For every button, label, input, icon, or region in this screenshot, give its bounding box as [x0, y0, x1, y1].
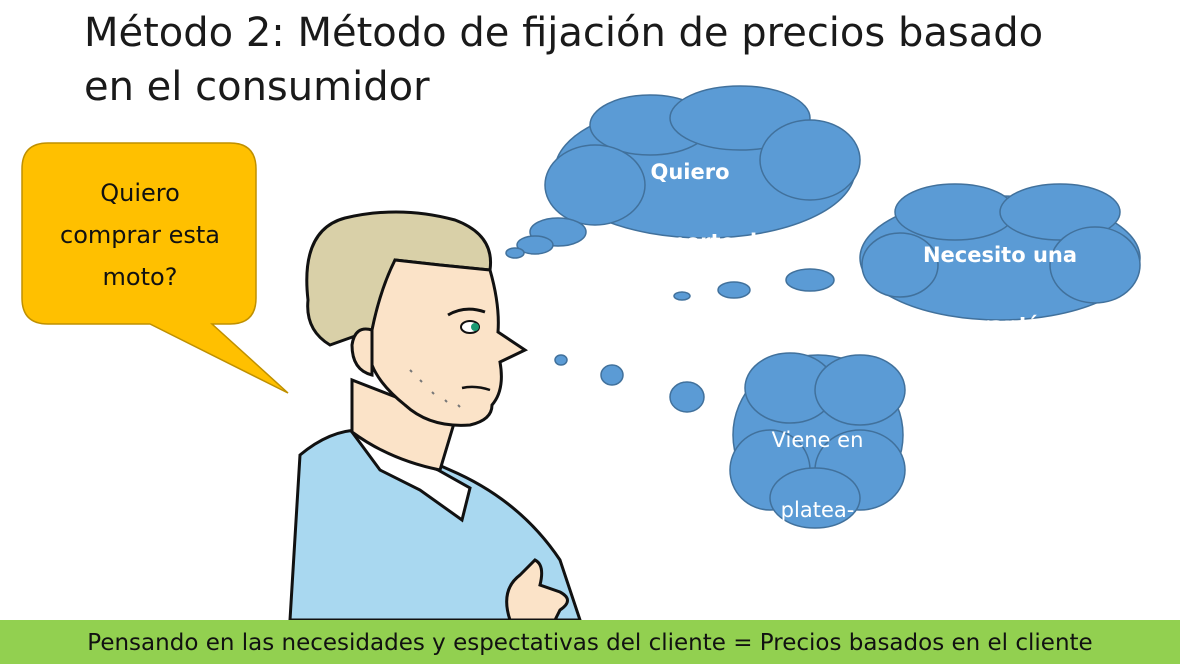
- thought-cloud-1-line-2: transporte de: [608, 230, 772, 254]
- thought-cloud-3-line-1: Viene en: [771, 428, 864, 452]
- slide-title-line-1: Método 2: Método de fijación de precios basado: [84, 10, 1044, 56]
- slide-title: [84, 6, 1084, 114]
- thought-cloud-3-line-3: do?: [798, 568, 837, 592]
- footer-banner: [0, 620, 1180, 664]
- slide-title-line-2: en el consumidor: [84, 64, 430, 110]
- thought-cloud-2-line-3: extendida.: [936, 383, 1064, 407]
- speech-bubble-line-3: moto?: [102, 263, 178, 291]
- thought-cloud-3-line-2: platea-: [780, 498, 855, 522]
- thought-cloud-2-line-1: Necesito una: [922, 243, 1078, 267]
- man-thinking-icon: [290, 212, 580, 620]
- thought-cloud-1-trail: [506, 218, 586, 258]
- speech-bubble-line-2: comprar esta: [60, 221, 220, 249]
- speech-bubble-text: [30, 172, 250, 298]
- footer-text: Pensando en las necesidades y espectativas del cliente = Precios basados en el cliente: [87, 630, 1093, 656]
- thought-cloud-1-text: [580, 120, 800, 365]
- thought-cloud-1-line-1: Quiero: [650, 160, 730, 184]
- thought-cloud-2-line-2: garantía: [949, 313, 1051, 337]
- thought-cloud-1-line-3: bajo consumo.: [604, 300, 776, 324]
- thought-cloud-3-text: [745, 388, 890, 633]
- thought-cloud-2-text: [880, 203, 1120, 448]
- speech-bubble-line-1: Quiero: [100, 179, 180, 207]
